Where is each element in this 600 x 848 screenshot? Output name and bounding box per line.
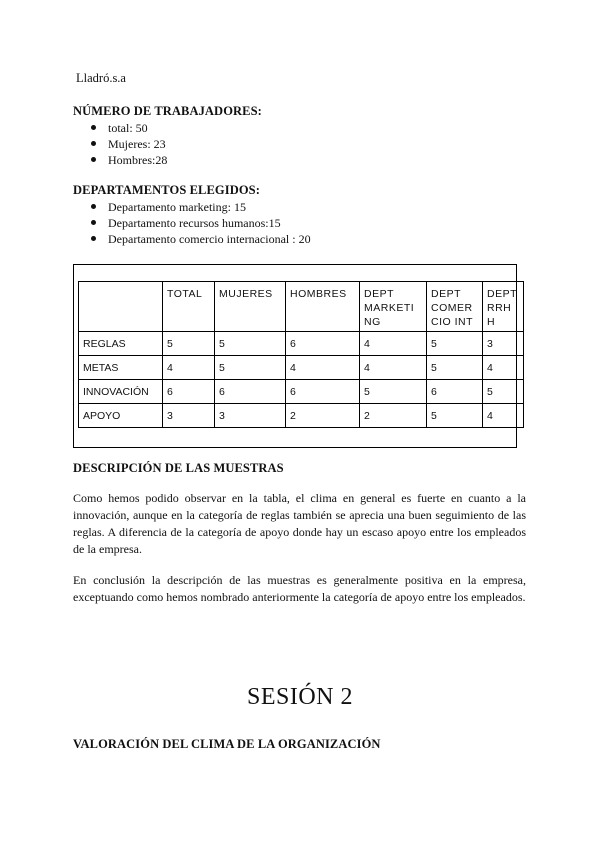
description-paragraph-1: Como hemos podido observar en la tabla, el clima en general es fuerte en cuanto a la innovación, aunque en la categoría de reglas también se aprecia una buen seguimiento de las reglas. A diferencia de la categoría de apoyo donde hay un escaso apoyo entre los empleados de la empresa. xyxy=(73,491,526,556)
table-cell: INNOVACIÓN xyxy=(79,380,163,404)
climate-table xyxy=(78,281,524,428)
table-cell: 4 xyxy=(360,332,427,356)
table-header-row xyxy=(79,282,524,332)
table-cell: 4 xyxy=(163,356,215,380)
table-cell: REGLAS xyxy=(79,332,163,356)
table-header-cell: HOMBRES xyxy=(286,282,360,332)
list-item: total: 50 xyxy=(72,120,167,136)
list-item: Departamento comercio internacional : 20 xyxy=(72,231,311,247)
table-cell: 6 xyxy=(286,380,360,404)
table-header-cell xyxy=(79,282,163,332)
table-cell: 6 xyxy=(215,380,286,404)
table-cell: 5 xyxy=(163,332,215,356)
list-item: Departamento recursos humanos:15 xyxy=(72,215,311,231)
description-paragraph-2: En conclusión la descripción de las muestras es generalmente positiva en la empresa, exceptuando como hemos nombrado anteriormente la categoría de apoyo entre los empleados. xyxy=(73,573,526,604)
table-header-cell: DEPT MARKETI NG xyxy=(360,282,427,332)
table-header-cell: MUJERES xyxy=(215,282,286,332)
session-heading: VALORACIÓN DEL CLIMA DE LA ORGANIZACIÓN xyxy=(73,737,381,751)
table-cell: 4 xyxy=(286,356,360,380)
table-cell: 6 xyxy=(427,380,483,404)
table-cell: 4 xyxy=(360,356,427,380)
table-cell: 2 xyxy=(286,404,360,428)
table-cell: 2 xyxy=(360,404,427,428)
departments-heading: DEPARTAMENTOS ELEGIDOS: xyxy=(73,183,260,197)
workers-list xyxy=(72,120,167,168)
table-cell: 6 xyxy=(163,380,215,404)
table-cell: 5 xyxy=(215,356,286,380)
company-name: Lladró.s.a xyxy=(76,71,126,85)
table-row xyxy=(79,356,524,380)
table-header-cell: TOTAL xyxy=(163,282,215,332)
session-title: SESIÓN 2 xyxy=(246,684,353,710)
table-cell: 4 xyxy=(483,404,524,428)
table-cell: 5 xyxy=(427,404,483,428)
table-cell: 5 xyxy=(215,332,286,356)
table-cell: 5 xyxy=(360,380,427,404)
list-item: Mujeres: 23 xyxy=(72,136,167,152)
departments-list xyxy=(72,199,311,247)
table-cell: 6 xyxy=(286,332,360,356)
table-row xyxy=(79,332,524,356)
list-item: Hombres:28 xyxy=(72,152,167,168)
table-cell: METAS xyxy=(79,356,163,380)
table-cell: 4 xyxy=(483,356,524,380)
table-row xyxy=(79,404,524,428)
table-cell: 5 xyxy=(483,380,524,404)
table-cell: 3 xyxy=(163,404,215,428)
description-heading: DESCRIPCIÓN DE LAS MUESTRAS xyxy=(73,461,284,475)
table-cell: 5 xyxy=(427,356,483,380)
workers-heading: NÚMERO DE TRABAJADORES: xyxy=(73,104,262,118)
table-row xyxy=(79,380,524,404)
table-cell: APOYO xyxy=(79,404,163,428)
table-header-cell: DEPT RRH H xyxy=(483,282,524,332)
list-item: Departamento marketing: 15 xyxy=(72,199,311,215)
table-cell: 5 xyxy=(427,332,483,356)
table-cell: 3 xyxy=(483,332,524,356)
table-header-cell: DEPT COMER CIO INT xyxy=(427,282,483,332)
table-cell: 3 xyxy=(215,404,286,428)
